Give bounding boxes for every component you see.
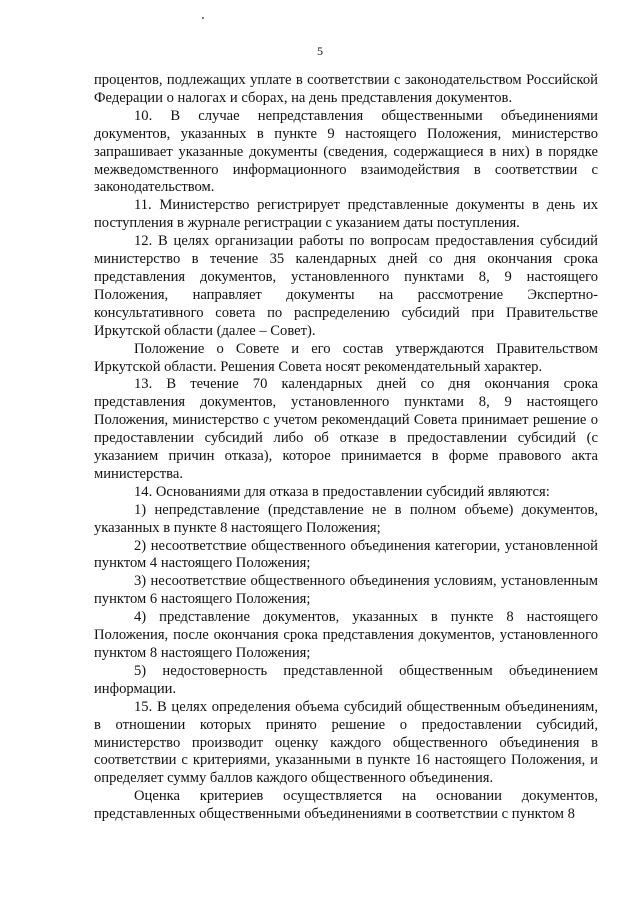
paragraph: 13. В течение 70 календарных дней со дня окончания срока представления документов, установленного пунктами 8, 9 настоящего Положения, министерство с учетом рекомендаций Совета принимает решение о предоставлении субсидий либо об отказе в предоставлении субсидий (с указанием причин отказа), которое принимается в форме правового акта министерства. bbox=[94, 376, 598, 482]
paragraph: 15. В целях определения объема субсидий общественным объединениям, в отношении которых принято решение о предоставлении субсидий, министерство производит оценку каждого общественного объединения в соответствии с критериями, указанными в пункте 16 настоящего Положения, и определяет сумму баллов каждого общественного объединения. bbox=[94, 698, 598, 787]
paragraph: 3) несоответствие общественного объединения условиям, установленным пунктом 6 настоящего Положения; bbox=[94, 573, 598, 608]
document-body bbox=[94, 72, 598, 824]
paragraph: 14. Основаниями для отказа в предоставлении субсидий являются: bbox=[134, 483, 550, 500]
paragraph: 1) непредставление (представление не в полном объеме) документов, указанных в пункте 8 настоящего Положения; bbox=[94, 501, 598, 536]
paragraph: 10. В случае непредставления общественными объединениями документов, указанных в пункте 9 настоящего Положения, министерство запрашивает указанные документы (сведения, содержащиеся в них) в порядке межведомственного информационного взаимодействия в соответствии с законодательством. bbox=[94, 107, 598, 196]
paragraph: Положение о Совете и его состав утверждаются Правительством Иркутской области. Решения Совета носят рекомендательный характер. bbox=[94, 340, 598, 375]
paragraph: Оценка критериев осуществляется на основании документов, представленных общественными объединениями в соответствии с пунктом 8 bbox=[94, 788, 598, 823]
scan-speck bbox=[202, 17, 204, 19]
paragraph: 11. Министерство регистрирует представленные документы в день их поступления в журнале регистрации с указанием даты поступления. bbox=[94, 197, 598, 232]
paragraph: 2) несоответствие общественного объединения категории, установленной пунктом 4 настоящего Положения; bbox=[94, 537, 598, 572]
page-number: 5 bbox=[317, 44, 323, 58]
paragraph: процентов, подлежащих уплате в соответствии с законодательством Российской Федерации о налогах и сборах, на день представления документов. bbox=[94, 72, 598, 106]
paragraph: 5) недостоверность представленной общественным объединением информации. bbox=[94, 662, 598, 697]
paragraph: 12. В целях организации работы по вопросам предоставления субсидий министерство в течение 35 календарных дней со дня окончания срока представления документов, установленного пунктами 8, 9 настоящего Положения, направляет документы на рассмотрение Экспертно-консультативного совета по распределению субсидий при Правительстве Иркутской области (далее – Совет). bbox=[94, 233, 598, 339]
paragraph: 4) представление документов, указанных в пункте 8 настоящего Положения, после окончания срока представления документов, установленного пунктом 8 настоящего Положения; bbox=[94, 609, 598, 661]
